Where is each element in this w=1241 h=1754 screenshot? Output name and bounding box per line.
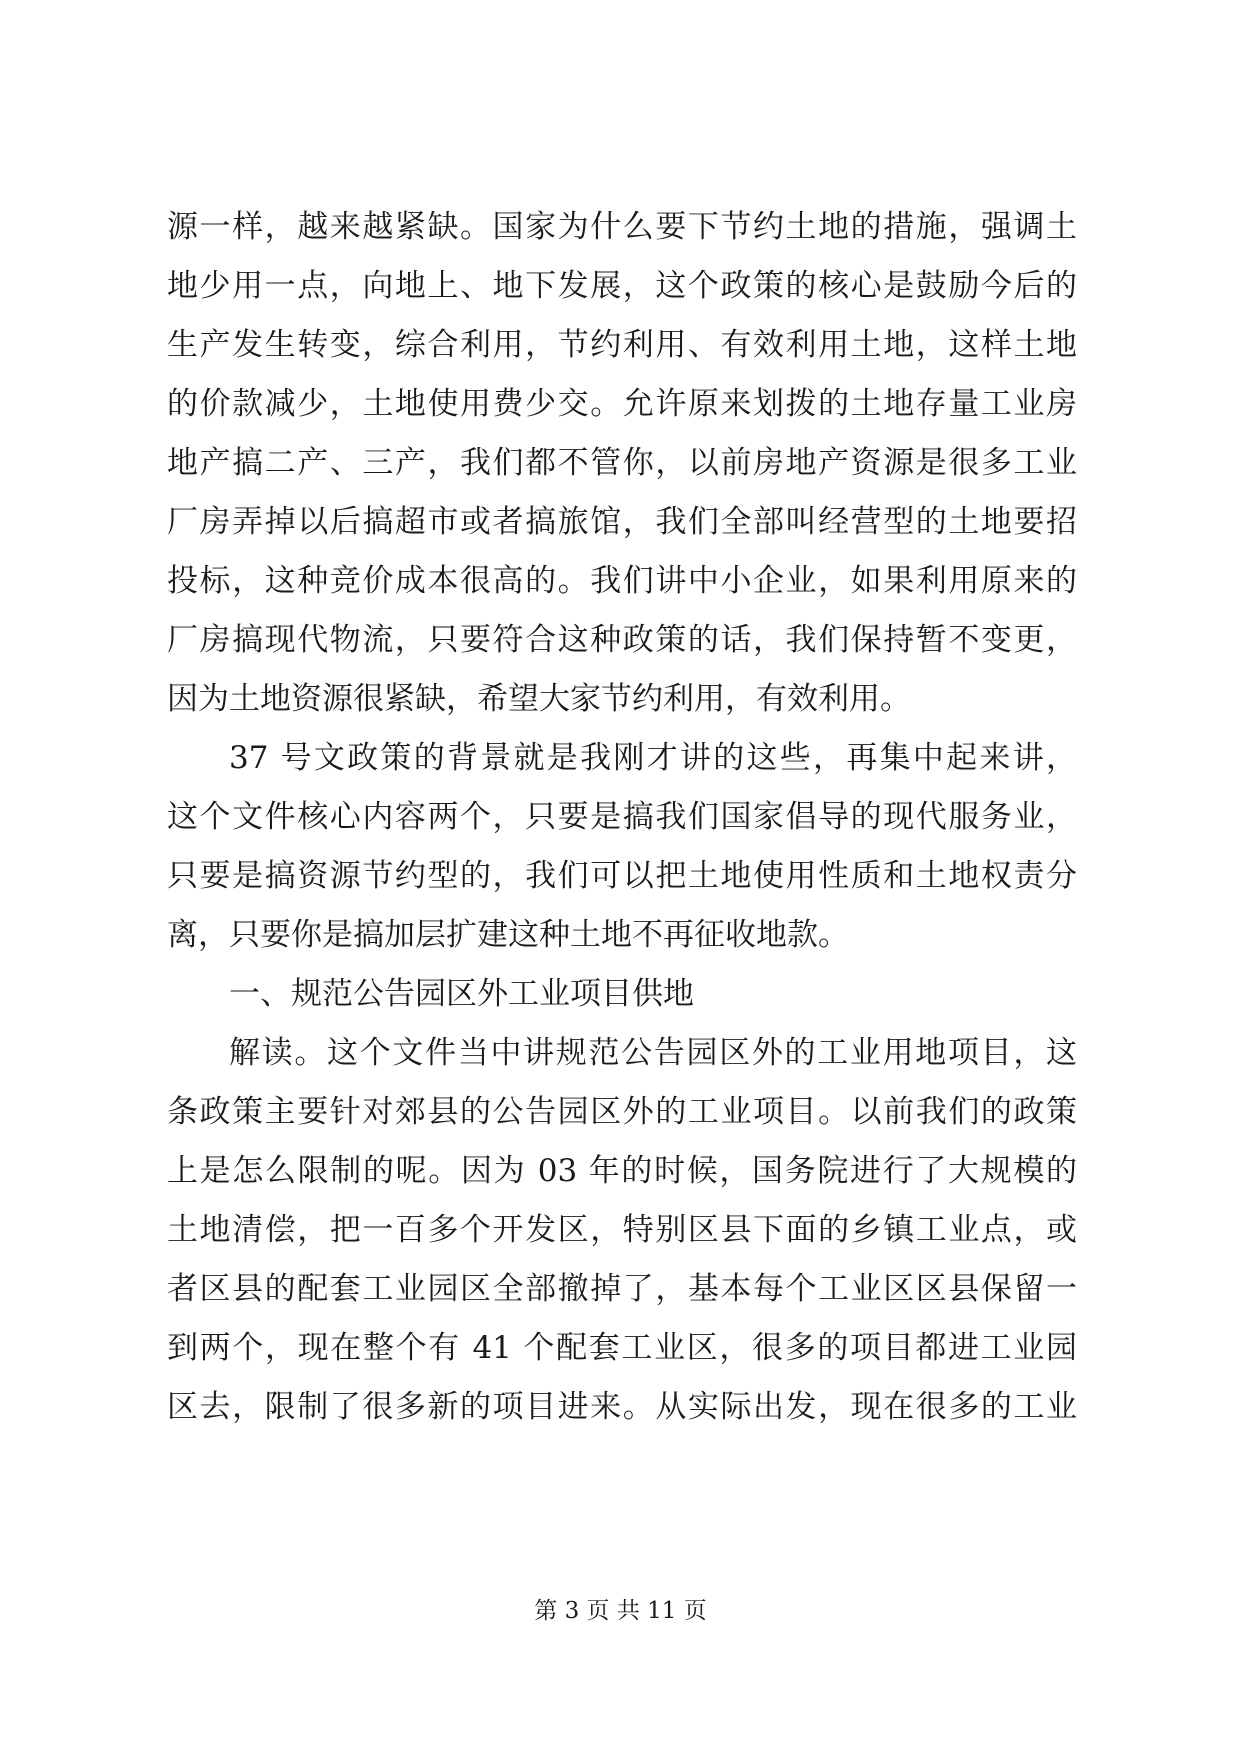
text-line: 地产搞二产、三产，我们都不管你，以前房地产资源是很多工业: [167, 445, 1077, 481]
text-line: 源一样，越来越紧缺。国家为什么要下节约土地的措施，强调土: [167, 209, 1077, 245]
text-line: 因为土地资源很紧缺，希望大家节约利用，有效利用。: [167, 681, 911, 717]
text-line: 37 号文政策的背景就是我刚才讲的这些，再集中起来讲，: [229, 740, 1077, 776]
text-line: 地少用一点，向地上、地下发展，这个政策的核心是鼓励今后的: [167, 268, 1077, 304]
text-line: 上是怎么限制的呢。因为 03 年的时候，国务院进行了大规模的: [167, 1153, 1077, 1189]
text-line: 厂房搞现代物流，只要符合这种政策的话，我们保持暂不变更，: [167, 622, 1077, 658]
text-line: 厂房弄掉以后搞超市或者搞旅馆，我们全部叫经营型的土地要招: [167, 504, 1077, 540]
text-line: 解读。这个文件当中讲规范公告园区外的工业用地项目，这: [229, 1035, 1077, 1071]
text-line: 到两个，现在整个有 41 个配套工业区，很多的项目都进工业园: [167, 1330, 1077, 1366]
text-line: 这个文件核心内容两个，只要是搞我们国家倡导的现代服务业，: [167, 799, 1077, 835]
text-line: 区去，限制了很多新的项目进来。从实际出发，现在很多的工业: [167, 1389, 1077, 1425]
text-line: 土地清偿，把一百多个开发区，特别区县下面的乡镇工业点，或: [167, 1212, 1077, 1248]
text-line: 条政策主要针对郊县的公告园区外的工业项目。以前我们的政策: [167, 1094, 1077, 1130]
text-line: 的价款减少，土地使用费少交。允许原来划拨的土地存量工业房: [167, 386, 1077, 422]
text-line: 者区县的配套工业园区全部撤掉了，基本每个工业区区县保留一: [167, 1271, 1077, 1307]
text-line: 离，只要你是搞加层扩建这种土地不再征收地款。: [167, 917, 849, 953]
text-line: 只要是搞资源节约型的，我们可以把土地使用性质和土地权责分: [167, 858, 1077, 894]
page-number-footer: 第 3 页 共 11 页: [534, 1598, 707, 1624]
section-heading: 一、规范公告园区外工业项目供地: [229, 976, 694, 1012]
text-line: 生产发生转变，综合利用，节约利用、有效利用土地，这样土地: [167, 327, 1077, 363]
text-line: 投标，这种竞价成本很高的。我们讲中小企业，如果利用原来的: [167, 563, 1077, 599]
